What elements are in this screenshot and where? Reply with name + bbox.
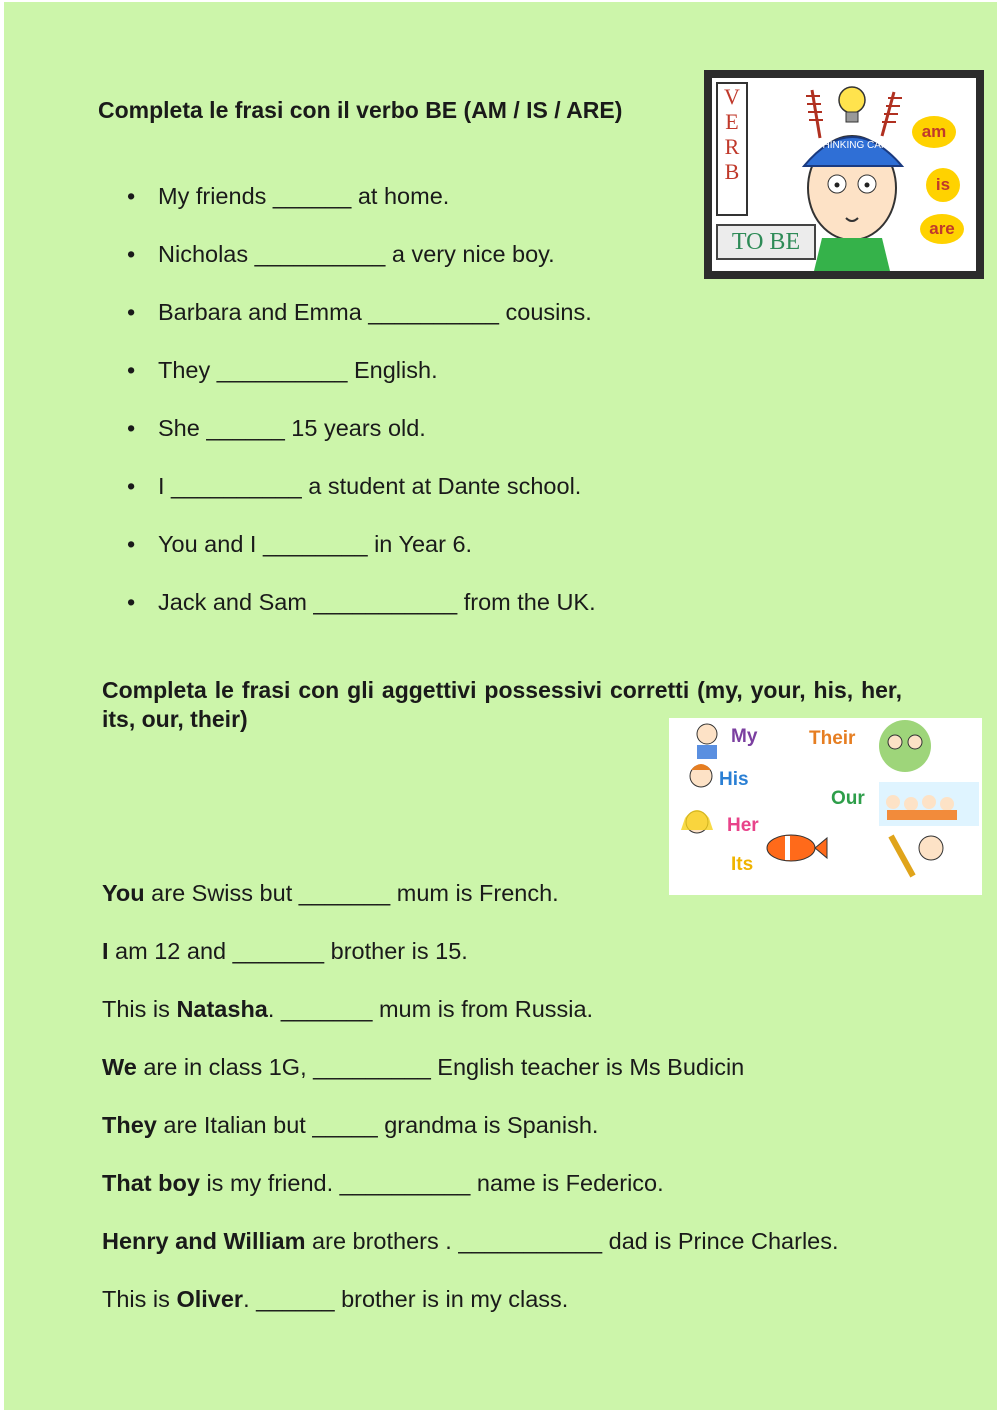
- list-item: We are in class 1G, _________ English teacher is Ms Budicin: [102, 1054, 745, 1080]
- bullet-icon: •: [127, 299, 136, 325]
- list-item: This is Natasha. _______ mum is from Russia.: [102, 996, 594, 1022]
- list-item: • They __________ English.: [127, 357, 438, 383]
- list-item: • Barbara and Emma __________ cousins.: [127, 299, 592, 325]
- to-be-label: TO BE: [716, 224, 816, 260]
- are-bubble: are: [920, 214, 964, 244]
- his-word: His: [719, 769, 749, 790]
- section1-title: Completa le frasi con il verbo BE (AM / IS / ARE): [98, 97, 623, 123]
- list-item: • She ______ 15 years old.: [127, 415, 426, 441]
- my-word: My: [731, 726, 758, 747]
- list-item: • Nicholas __________ a very nice boy.: [127, 241, 555, 267]
- her-word: Her: [727, 815, 759, 836]
- list-item: • My friends ______ at home.: [127, 183, 450, 209]
- list-item: • I __________ a student at Dante school.: [127, 473, 582, 499]
- list-item: Henry and William are brothers . ___________ dad is Prince Charles.: [102, 1228, 839, 1254]
- their-word: Their: [809, 728, 856, 749]
- is-bubble: is: [926, 168, 960, 202]
- list-item: You are Swiss but _______ mum is French.: [102, 880, 559, 906]
- list-item: They are Italian but _____ grandma is Spanish.: [102, 1112, 599, 1138]
- section2-title: Completa le frasi con gli aggettivi possessivi corretti (my, your, his, her, its, our, their): [102, 677, 902, 732]
- list-item: This is Oliver. ______ brother is in my class.: [102, 1286, 569, 1312]
- cap-text: THINKING CAP: [816, 140, 888, 151]
- verb-to-be-illustration: [704, 70, 984, 279]
- worksheet-page: [4, 2, 997, 1410]
- its-word: Its: [731, 854, 754, 875]
- list-item: • You and I ________ in Year 6.: [127, 531, 473, 557]
- bullet-icon: •: [127, 589, 136, 615]
- verb-label: V E R B: [716, 82, 748, 216]
- list-item: That boy is my friend. __________ name is Federico.: [102, 1170, 664, 1196]
- possessive-adjectives-illustration: [669, 718, 982, 895]
- list-item: I am 12 and _______ brother is 15.: [102, 938, 468, 964]
- bullet-icon: •: [127, 531, 136, 557]
- list-item: • Jack and Sam ___________ from the UK.: [127, 589, 596, 615]
- possessives-exercise-list: [102, 878, 839, 1342]
- bullet-icon: •: [127, 357, 136, 383]
- am-bubble: am: [912, 116, 956, 148]
- be-exercise-list: [124, 181, 596, 645]
- bullet-icon: •: [127, 183, 136, 209]
- bullet-icon: •: [127, 415, 136, 441]
- our-word: Our: [831, 788, 865, 809]
- bullet-icon: •: [127, 241, 136, 267]
- bullet-icon: •: [127, 473, 136, 499]
